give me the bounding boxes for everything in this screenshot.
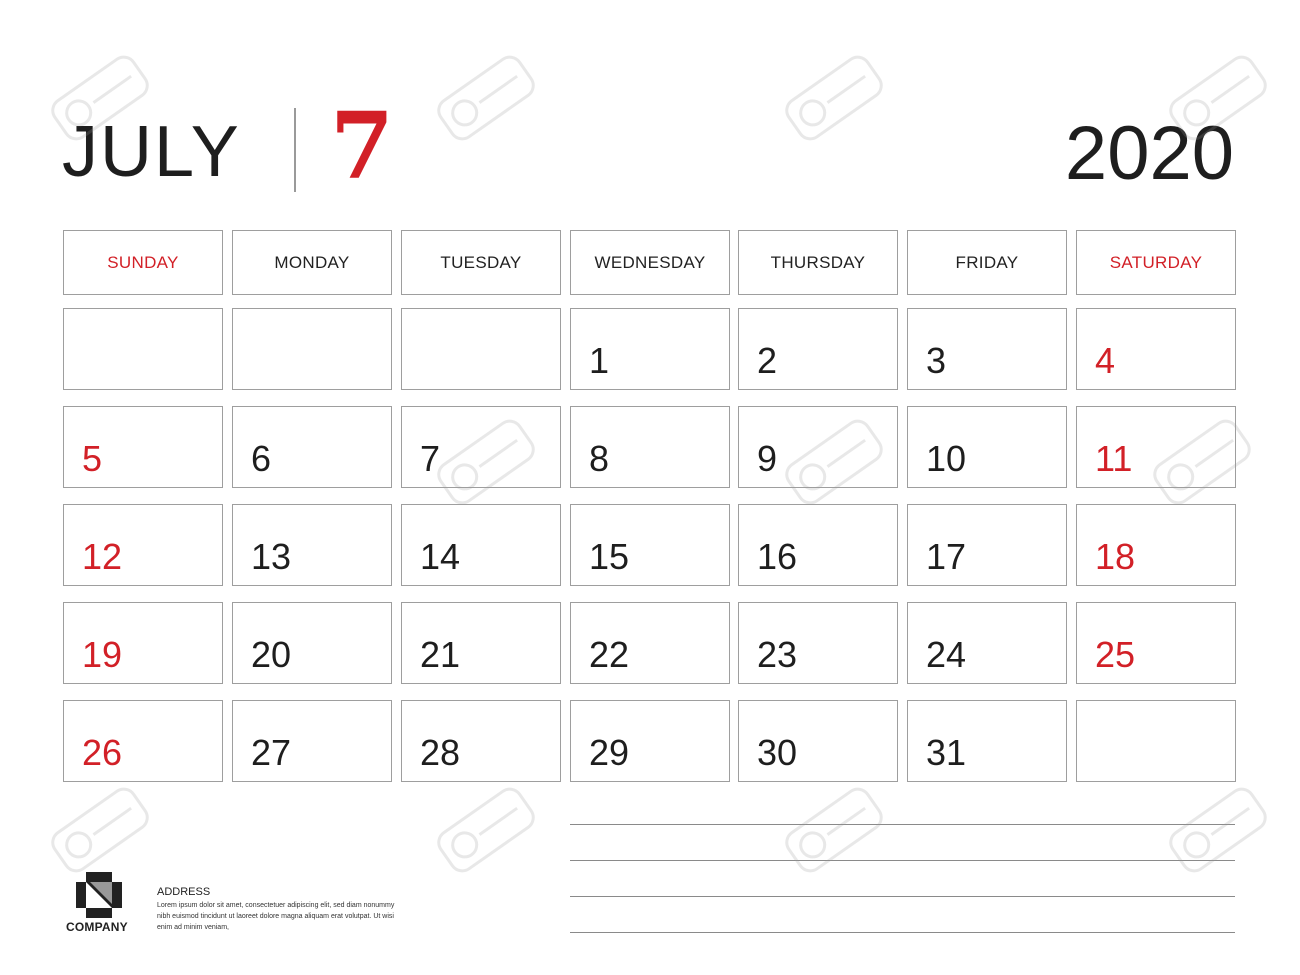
watermark-icon [772,768,896,892]
date-cell [401,504,561,586]
watermark-icon [424,36,548,160]
date-cell [232,700,392,782]
date-number: 30 [757,732,798,773]
date-number: 20 [251,634,292,675]
date-cell [738,406,898,488]
date-cell [401,406,561,488]
date-number: 8 [589,438,610,479]
date-number: 28 [420,732,461,773]
date-cell [232,308,392,390]
date-cell [1076,700,1236,782]
company-logo-icon [76,872,122,918]
title-divider [294,108,296,192]
company-name: COMPANY [66,920,128,934]
date-cell [1076,406,1236,488]
weekday-header: THURSDAY [738,230,898,295]
address-text: Lorem ipsum dolor sit amet, consectetuer adipiscing elit, sed diam nonummy nibh euismod tincidunt ut laoreet dolore magna aliquam erat volutpat. Ut wisi enim ad minim veniam, [157,902,395,931]
date-number: 6 [251,438,272,479]
date-number: 4 [1095,340,1116,381]
date-cell [738,602,898,684]
date-number: 12 [82,536,123,577]
date-cell [63,700,223,782]
date-cell [570,504,730,586]
weekday-header: FRIDAY [907,230,1067,295]
date-cell [63,504,223,586]
date-number: 11 [1095,438,1133,479]
year: 2020 [1064,111,1234,196]
date-number: 22 [589,634,630,675]
weekday-header: MONDAY [232,230,392,295]
date-cell [1076,504,1236,586]
note-line [570,860,1235,861]
date-number: 2 [757,340,778,381]
date-number: 15 [589,536,630,577]
date-cell [570,602,730,684]
weekday-header: TUESDAY [401,230,561,295]
date-cell [63,406,223,488]
date-number: 1 [589,340,610,381]
note-line [570,896,1235,897]
date-cell [907,602,1067,684]
watermark-icon [1156,768,1280,892]
date-cell [907,406,1067,488]
month-name: JULY [62,112,241,192]
date-number: 24 [926,634,967,675]
date-cell [401,308,561,390]
note-line [570,824,1235,825]
date-cell [232,406,392,488]
date-number: 14 [420,536,461,577]
weekday-header: SATURDAY [1076,230,1236,295]
date-number: 26 [82,732,123,773]
date-cell [907,308,1067,390]
date-cell [401,700,561,782]
date-number: 29 [589,732,630,773]
date-cell [570,406,730,488]
date-cell [570,700,730,782]
date-cell [738,308,898,390]
date-cell [1076,602,1236,684]
date-number: 17 [926,536,967,577]
weekday-header: WEDNESDAY [570,230,730,295]
watermark-icon [772,36,896,160]
note-line [570,932,1235,933]
date-cell [907,504,1067,586]
date-cell [738,504,898,586]
date-number: 9 [757,438,778,479]
date-cell [232,602,392,684]
date-number: 19 [82,634,123,675]
date-number: 3 [926,340,947,381]
date-cell [907,700,1067,782]
month-number: 7 [330,92,395,200]
date-cell [570,308,730,390]
weekday-header: SUNDAY [63,230,223,295]
watermark-icon [424,768,548,892]
date-number: 21 [420,634,461,675]
date-number: 7 [420,438,441,479]
date-cell [63,602,223,684]
date-cell [1076,308,1236,390]
date-cell [63,308,223,390]
date-cell [232,504,392,586]
address-title: ADDRESS [157,886,211,898]
date-cell [738,700,898,782]
date-number: 10 [926,438,967,479]
date-number: 16 [757,536,798,577]
date-number: 18 [1095,536,1136,577]
date-number: 23 [757,634,798,675]
date-number: 31 [926,732,967,773]
date-number: 25 [1095,634,1136,675]
date-number: 5 [82,438,103,479]
date-number: 27 [251,732,292,773]
date-cell [401,602,561,684]
date-number: 13 [251,536,292,577]
